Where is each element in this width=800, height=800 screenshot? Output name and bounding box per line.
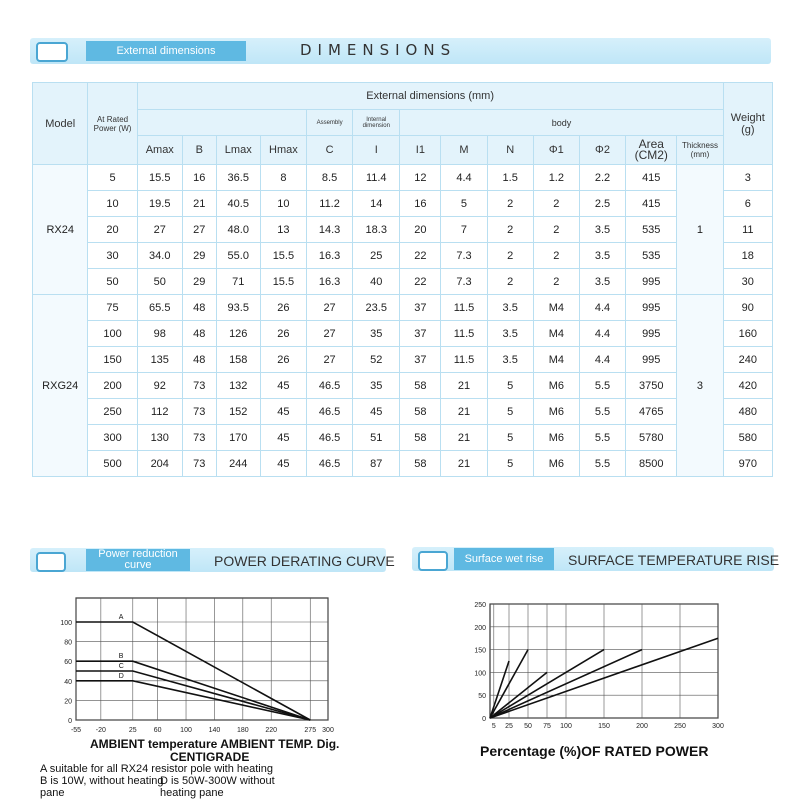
table-cell: 27 <box>182 217 216 243</box>
thickness-cell: 1 <box>677 165 723 295</box>
table-cell: 27 <box>306 295 352 321</box>
table-cell: 8500 <box>626 451 677 477</box>
table-cell: 48 <box>182 321 216 347</box>
table-cell: 500 <box>88 451 137 477</box>
table-cell: 46.5 <box>306 451 352 477</box>
table-cell: 5780 <box>626 425 677 451</box>
table-cell: 16.3 <box>306 269 352 295</box>
col-header: C <box>306 136 352 165</box>
x-tick-label: 100 <box>560 723 572 730</box>
col-header: I <box>353 136 400 165</box>
table-cell: 37 <box>400 347 441 373</box>
series-label: A <box>118 614 124 621</box>
series-label: C <box>118 663 124 670</box>
table-cell: 5.5 <box>579 425 625 451</box>
table-cell: 580 <box>723 425 772 451</box>
x-tick-label: 50 <box>524 723 532 730</box>
table-cell: 75 <box>88 295 137 321</box>
table-cell: 37 <box>400 321 441 347</box>
table-cell: 2 <box>533 243 579 269</box>
table-cell: 19.5 <box>137 191 182 217</box>
x-tick-label: 5 <box>491 723 496 730</box>
table-cell: 18.3 <box>353 217 400 243</box>
table-cell: 46.5 <box>306 425 352 451</box>
y-tick-label: 0 <box>482 716 486 723</box>
table-cell: 2 <box>487 269 533 295</box>
table-cell: 50 <box>137 269 182 295</box>
derating-tab-icon <box>36 552 66 572</box>
header-label: External dimensions <box>86 41 246 61</box>
table-row <box>33 295 773 321</box>
table-cell: 995 <box>626 347 677 373</box>
x-tick-label: 150 <box>598 723 610 730</box>
y-tick-label: 20 <box>64 698 72 706</box>
table-cell: 995 <box>626 269 677 295</box>
table-cell: 2 <box>533 217 579 243</box>
table-cell: 93.5 <box>216 295 260 321</box>
table-cell: 58 <box>400 373 441 399</box>
table-cell: 130 <box>137 425 182 451</box>
table-cell: 11.4 <box>353 165 400 191</box>
table-cell: 18 <box>723 243 772 269</box>
table-cell: 8.5 <box>306 165 352 191</box>
table-cell: M6 <box>533 373 579 399</box>
col-weight: Weight (g) <box>723 83 772 165</box>
table-cell: 30 <box>88 243 137 269</box>
col-sub-assembly: Assembly <box>306 110 352 136</box>
table-cell: 20 <box>88 217 137 243</box>
table-cell: 14.3 <box>306 217 352 243</box>
table-cell: 21 <box>441 399 487 425</box>
derating-series-line <box>76 661 310 720</box>
table-cell: 2.5 <box>579 191 625 217</box>
table-cell: 2 <box>533 269 579 295</box>
col-header: Φ2 <box>579 136 625 165</box>
y-tick-label: 100 <box>474 670 486 678</box>
table-cell: 3.5 <box>579 243 625 269</box>
table-cell: 3.5 <box>579 217 625 243</box>
surface-title: SURFACE TEMPERATURE RISE <box>568 552 780 568</box>
table-cell: 3750 <box>626 373 677 399</box>
table-cell: 5 <box>441 191 487 217</box>
table-row <box>33 321 773 347</box>
table-cell: 16 <box>400 191 441 217</box>
col-header: N <box>487 136 533 165</box>
table-cell: 73 <box>182 425 216 451</box>
table-cell: 37 <box>400 295 441 321</box>
table-cell: 5 <box>88 165 137 191</box>
table-cell: 1.5 <box>487 165 533 191</box>
table-cell: M4 <box>533 321 579 347</box>
col-header: Φ1 <box>533 136 579 165</box>
table-cell: 415 <box>626 165 677 191</box>
table-cell: M6 <box>533 451 579 477</box>
y-tick-label: 200 <box>474 624 486 632</box>
table-cell: 5.5 <box>579 451 625 477</box>
table-cell: 30 <box>723 269 772 295</box>
surface-tab-icon <box>418 551 448 571</box>
x-tick-label: 140 <box>208 727 221 734</box>
table-cell: M6 <box>533 425 579 451</box>
table-cell: 29 <box>182 243 216 269</box>
table-cell: 15.5 <box>260 269 306 295</box>
x-tick-label: 250 <box>674 723 686 730</box>
table-cell: 71 <box>216 269 260 295</box>
col-rated-power: At Rated Power (W) <box>88 83 137 165</box>
column-header-row <box>33 136 773 165</box>
table-cell: 7 <box>441 217 487 243</box>
col-header: I1 <box>400 136 441 165</box>
y-tick-label: 80 <box>64 639 72 647</box>
col-header: Amax <box>137 136 182 165</box>
table-cell: 35 <box>353 373 400 399</box>
table-cell: 3.5 <box>579 269 625 295</box>
table-cell: 45 <box>353 399 400 425</box>
table-cell: 22 <box>400 243 441 269</box>
derating-note-b: B is 10W, without heating pane <box>40 775 164 799</box>
table-cell: 27 <box>306 321 352 347</box>
table-cell: 58 <box>400 425 441 451</box>
table-cell: 5.5 <box>579 399 625 425</box>
table-cell: 4.4 <box>579 347 625 373</box>
table-cell: 73 <box>182 451 216 477</box>
col-header: Lmax <box>216 136 260 165</box>
table-cell: M6 <box>533 399 579 425</box>
table-cell: 65.5 <box>137 295 182 321</box>
col-model: Model <box>33 83 88 165</box>
table-cell: 21 <box>441 373 487 399</box>
table-row <box>33 217 773 243</box>
table-cell: 2 <box>533 191 579 217</box>
surface-label: Surface wet rise <box>454 548 554 570</box>
table-cell: 3.5 <box>487 295 533 321</box>
x-tick-label: 60 <box>153 727 162 734</box>
derating-title: POWER DERATING CURVE <box>214 553 395 569</box>
table-cell: 45 <box>260 425 306 451</box>
table-cell: 21 <box>182 191 216 217</box>
table-row <box>33 425 773 451</box>
y-tick-label: 250 <box>474 602 486 609</box>
col-external-dimensions: External dimensions (mm) <box>137 83 723 110</box>
table-cell: 5 <box>487 373 533 399</box>
table-cell: 35 <box>353 321 400 347</box>
table-cell: 160 <box>723 321 772 347</box>
table-cell: 150 <box>88 347 137 373</box>
table-cell: 5 <box>487 425 533 451</box>
table-cell: 170 <box>216 425 260 451</box>
surface-caption: Percentage (%)OF RATED POWER <box>480 743 709 759</box>
table-cell: M4 <box>533 295 579 321</box>
col-sub-internal: Internal dimension <box>353 110 400 136</box>
table-cell: 204 <box>137 451 182 477</box>
table-cell: 27 <box>137 217 182 243</box>
y-tick-label: 100 <box>60 620 72 627</box>
model-cell: RX24 <box>33 165 88 295</box>
table-cell: 51 <box>353 425 400 451</box>
table-cell: 50 <box>88 269 137 295</box>
x-tick-label: 100 <box>180 727 192 734</box>
table-cell: 46.5 <box>306 373 352 399</box>
table-cell: 3 <box>723 165 772 191</box>
table-cell: 10 <box>260 191 306 217</box>
table-cell: 90 <box>723 295 772 321</box>
thickness-cell: 3 <box>677 295 723 477</box>
table-cell: 240 <box>723 347 772 373</box>
y-tick-label: 0 <box>68 718 72 725</box>
table-cell: 92 <box>137 373 182 399</box>
table-cell: 21 <box>441 451 487 477</box>
y-tick-label: 150 <box>474 647 486 655</box>
table-cell: 11.5 <box>441 321 487 347</box>
page-title: DIMENSIONS <box>300 41 457 59</box>
table-cell: 2 <box>487 217 533 243</box>
table-cell: 4.4 <box>579 295 625 321</box>
col-header: Hmax <box>260 136 306 165</box>
table-cell: 7.3 <box>441 269 487 295</box>
table-cell: 58 <box>400 399 441 425</box>
table-cell: 415 <box>626 191 677 217</box>
table-cell: 11.5 <box>441 295 487 321</box>
table-row <box>33 243 773 269</box>
table-cell: 36.5 <box>216 165 260 191</box>
table-row <box>33 191 773 217</box>
table-cell: 25 <box>353 243 400 269</box>
col-thickness: Thickness (mm) <box>677 136 723 165</box>
table-cell: 11 <box>723 217 772 243</box>
x-tick-label: 25 <box>505 723 513 730</box>
table-cell: 87 <box>353 451 400 477</box>
table-cell: 2 <box>487 243 533 269</box>
table-body <box>33 165 773 477</box>
table-cell: 300 <box>88 425 137 451</box>
table-cell: 112 <box>137 399 182 425</box>
table-cell: 132 <box>216 373 260 399</box>
table-cell: 48.0 <box>216 217 260 243</box>
table-cell: 480 <box>723 399 772 425</box>
derating-chart <box>30 588 334 736</box>
table-cell: 16.3 <box>306 243 352 269</box>
table-cell: 29 <box>182 269 216 295</box>
table-cell: 46.5 <box>306 399 352 425</box>
table-cell: 26 <box>260 347 306 373</box>
table-cell: 23.5 <box>353 295 400 321</box>
dimensions-table <box>32 82 773 477</box>
table-cell: 7.3 <box>441 243 487 269</box>
table-cell: 11.2 <box>306 191 352 217</box>
table-cell: 45 <box>260 399 306 425</box>
table-cell: 73 <box>182 373 216 399</box>
table-cell: 4765 <box>626 399 677 425</box>
derating-note-d: D is 50W-300W without heating pane <box>160 775 275 799</box>
table-cell: 40 <box>353 269 400 295</box>
table-cell: 45 <box>260 451 306 477</box>
x-tick-label: -55 <box>70 727 82 734</box>
x-tick-label: -20 <box>95 727 106 734</box>
table-cell: 3.5 <box>487 347 533 373</box>
series-label: B <box>118 653 124 661</box>
series-label: D <box>118 672 124 680</box>
table-row <box>33 269 773 295</box>
col-group-blank <box>137 110 306 136</box>
table-cell: 20 <box>400 217 441 243</box>
table-cell: 73 <box>182 399 216 425</box>
table-cell: 27 <box>306 347 352 373</box>
table-cell: 13 <box>260 217 306 243</box>
col-header: M <box>441 136 487 165</box>
x-tick-label: 25 <box>128 727 137 734</box>
table-cell: 4.4 <box>441 165 487 191</box>
table-cell: 135 <box>137 347 182 373</box>
y-tick-label: 40 <box>64 678 72 686</box>
y-tick-label: 60 <box>64 659 72 667</box>
x-tick-label: 180 <box>236 727 249 734</box>
derating-caption-1: AMBIENT temperature AMBIENT TEMP. Dig. <box>90 737 340 751</box>
table-cell: 40.5 <box>216 191 260 217</box>
table-row <box>33 165 773 191</box>
table-cell: 420 <box>723 373 772 399</box>
x-tick-label: 300 <box>712 723 724 730</box>
table-cell: M4 <box>533 347 579 373</box>
table-cell: 5 <box>487 451 533 477</box>
x-tick-label: 220 <box>265 727 278 734</box>
header-tab-icon <box>36 42 68 62</box>
table-cell: 970 <box>723 451 772 477</box>
derating-caption-2: CENTIGRADE <box>170 750 250 764</box>
table-cell: 12 <box>400 165 441 191</box>
x-tick-label: 300 <box>322 727 334 734</box>
table-cell: 250 <box>88 399 137 425</box>
x-tick-label: 275 <box>304 727 317 734</box>
table-cell: 152 <box>216 399 260 425</box>
table-cell: 100 <box>88 321 137 347</box>
table-cell: 3.5 <box>487 321 533 347</box>
table-cell: 15.5 <box>260 243 306 269</box>
table-cell: 535 <box>626 243 677 269</box>
table-row <box>33 373 773 399</box>
model-cell: RXG24 <box>33 295 88 477</box>
y-tick-label: 50 <box>478 693 486 701</box>
table-cell: 5.5 <box>579 373 625 399</box>
table-cell: 52 <box>353 347 400 373</box>
table-cell: 48 <box>182 295 216 321</box>
table-row <box>33 399 773 425</box>
table-cell: 98 <box>137 321 182 347</box>
col-body: body <box>400 110 723 136</box>
table-cell: 48 <box>182 347 216 373</box>
table-cell: 5 <box>487 399 533 425</box>
table-cell: 995 <box>626 321 677 347</box>
table-cell: 2.2 <box>579 165 625 191</box>
table-cell: 2 <box>487 191 533 217</box>
table-cell: 15.5 <box>137 165 182 191</box>
x-tick-label: 75 <box>543 723 551 730</box>
derating-note-a: A suitable for all RX24 resistor pole with heating <box>40 763 273 775</box>
table-cell: 158 <box>216 347 260 373</box>
col-area: Area (CM2) <box>626 136 677 165</box>
table-cell: 10 <box>88 191 137 217</box>
table-cell: 200 <box>88 373 137 399</box>
table-cell: 6 <box>723 191 772 217</box>
table-cell: 45 <box>260 373 306 399</box>
table-cell: 21 <box>441 425 487 451</box>
table-cell: 8 <box>260 165 306 191</box>
table-cell: 126 <box>216 321 260 347</box>
table-cell: 14 <box>353 191 400 217</box>
table-cell: 26 <box>260 295 306 321</box>
table-cell: 1.2 <box>533 165 579 191</box>
table-cell: 16 <box>182 165 216 191</box>
table-cell: 58 <box>400 451 441 477</box>
surface-chart <box>460 596 730 736</box>
x-tick-label: 200 <box>636 723 648 730</box>
table-cell: 535 <box>626 217 677 243</box>
col-header: B <box>182 136 216 165</box>
table-row <box>33 347 773 373</box>
table-cell: 11.5 <box>441 347 487 373</box>
plot-frame <box>76 598 328 720</box>
table-cell: 4.4 <box>579 321 625 347</box>
table-cell: 995 <box>626 295 677 321</box>
derating-label: Power reduction curve <box>86 549 190 571</box>
table-cell: 26 <box>260 321 306 347</box>
table-cell: 22 <box>400 269 441 295</box>
table-cell: 34.0 <box>137 243 182 269</box>
table-cell: 244 <box>216 451 260 477</box>
table-cell: 55.0 <box>216 243 260 269</box>
table-row <box>33 451 773 477</box>
